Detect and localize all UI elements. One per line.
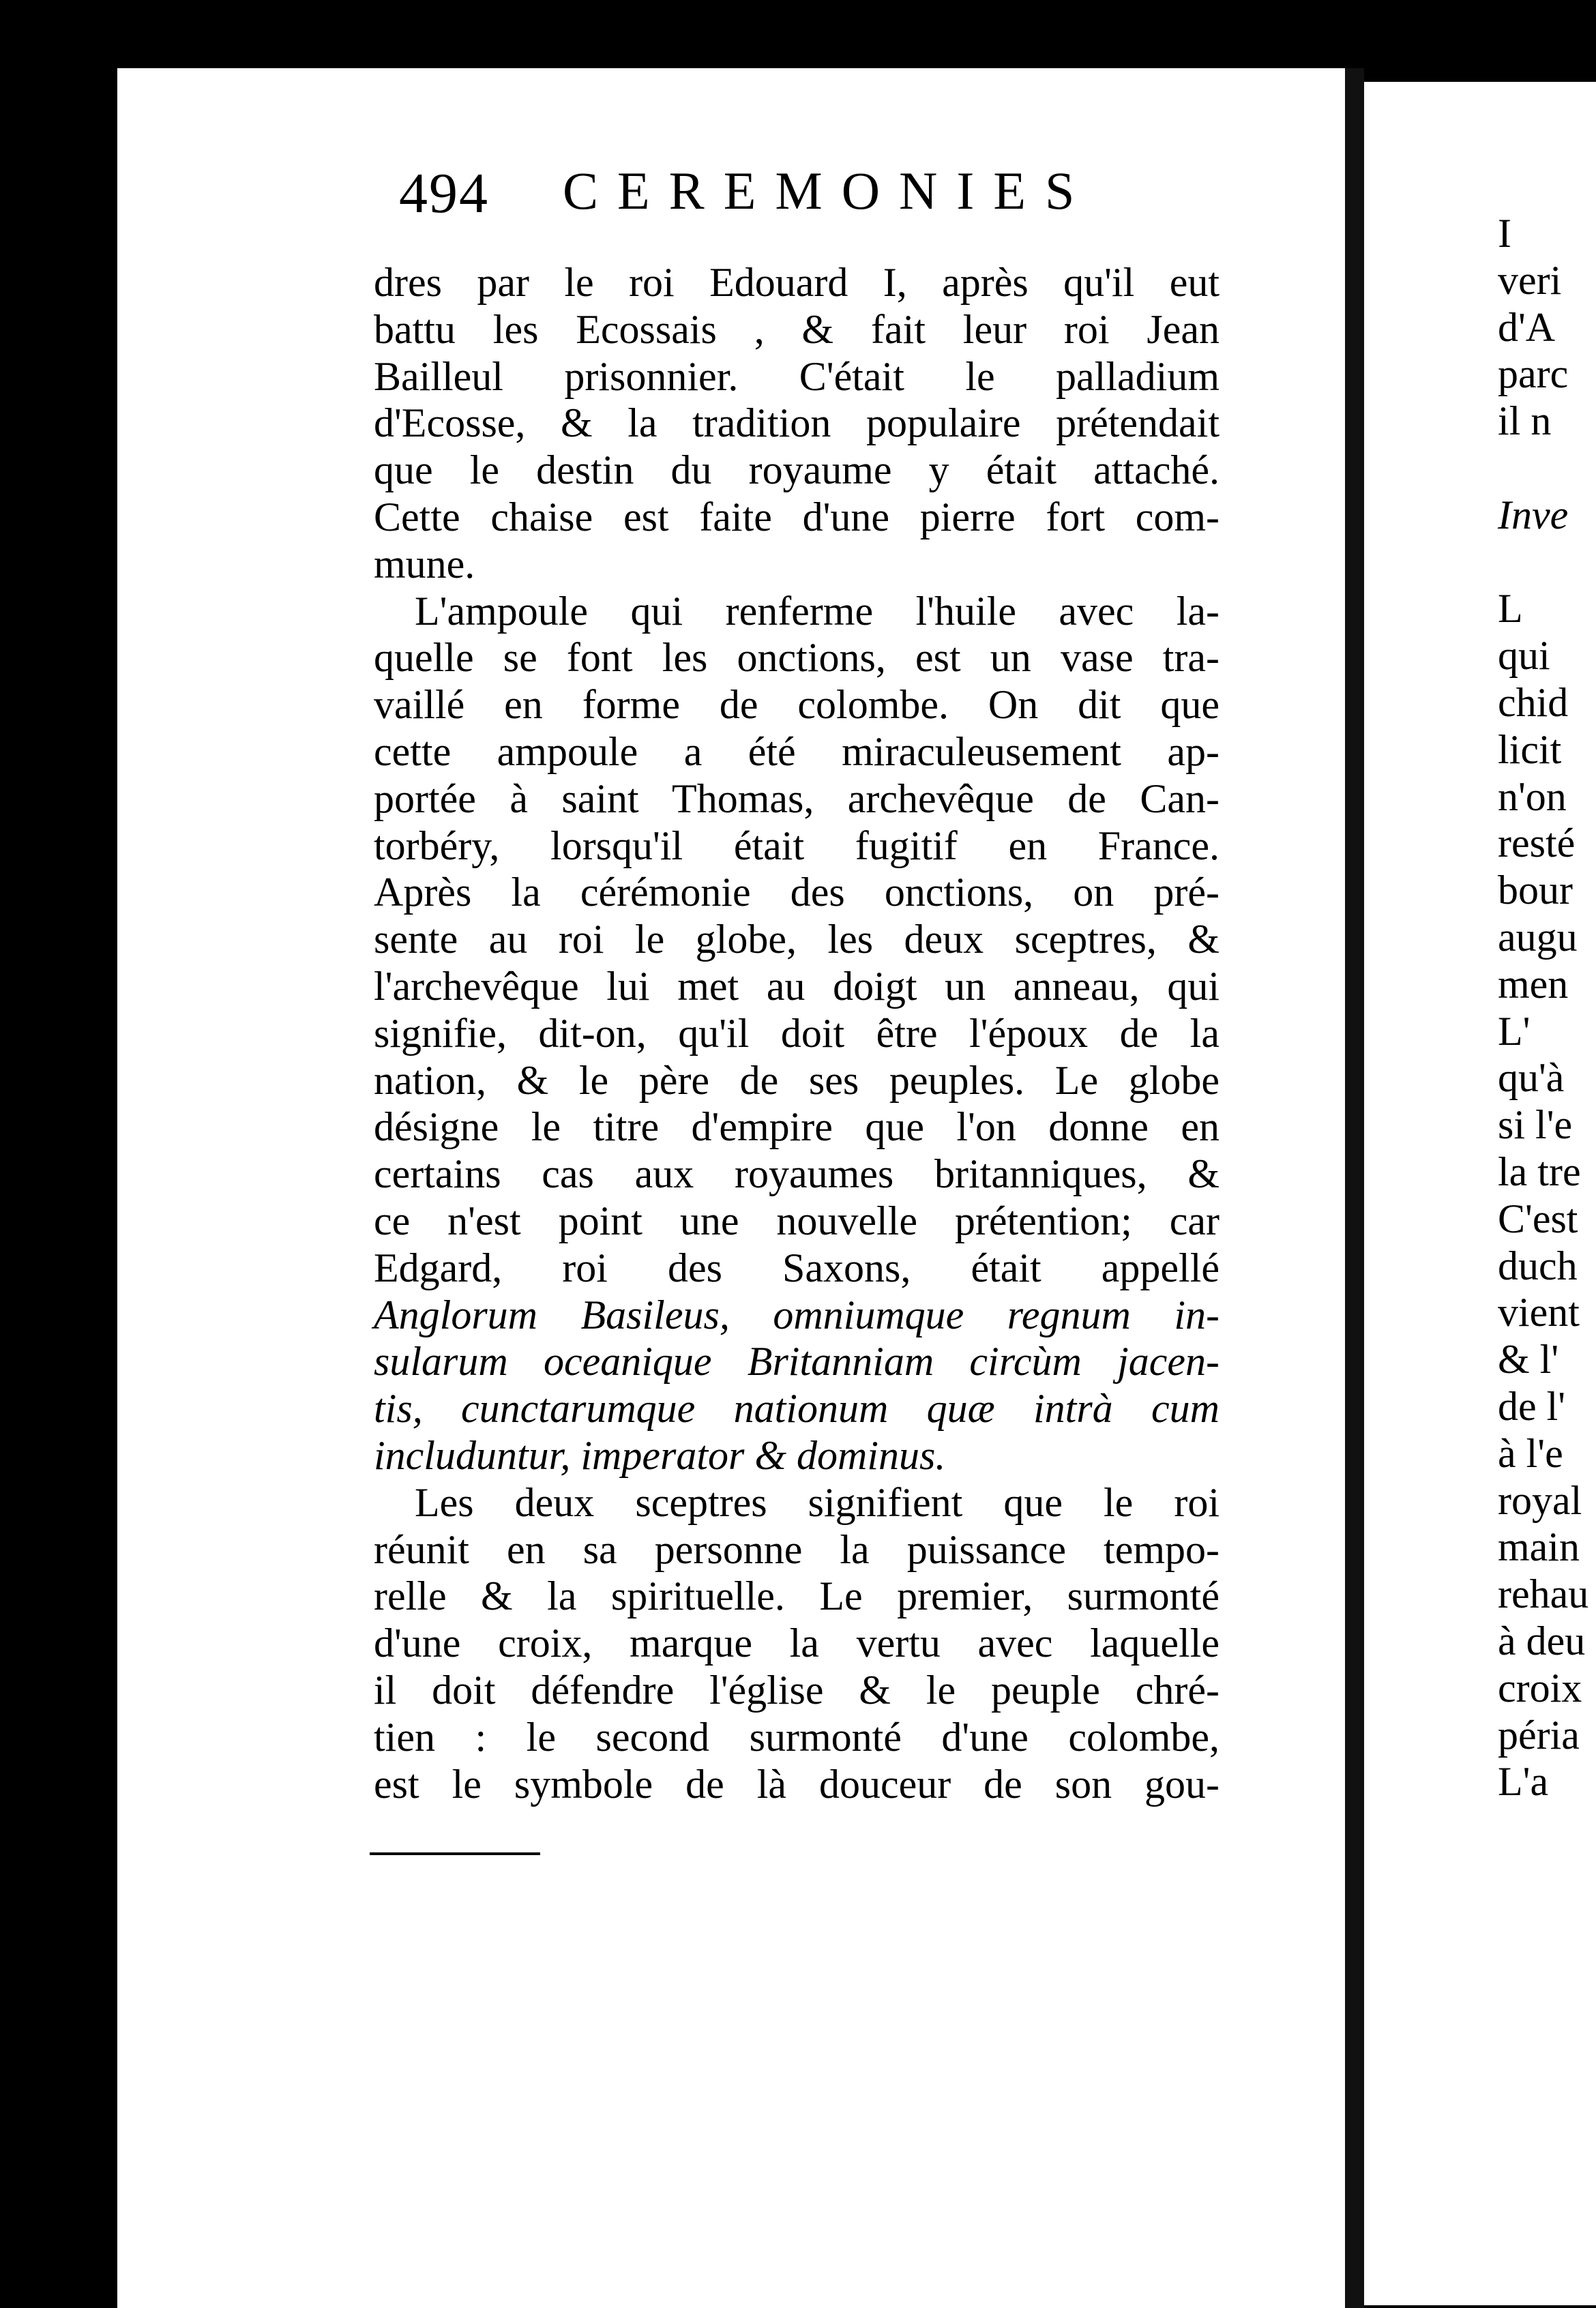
text-line: qui [1498, 633, 1550, 679]
text-line: croix [1498, 1665, 1582, 1711]
text-line: L'a [1498, 1759, 1549, 1805]
text-line: quelle se font les onctions, est un vase tra- [374, 635, 1220, 681]
text-line: royal [1498, 1477, 1582, 1523]
text-line: duch [1498, 1243, 1578, 1288]
text-line: est le symbole de là douceur de son gou- [374, 1761, 1220, 1807]
text-line: à deu [1498, 1618, 1586, 1663]
text-line: Les deux sceptres signifient que le roi [415, 1479, 1220, 1525]
text-line: d'A [1498, 304, 1556, 350]
text-line: parc [1498, 351, 1569, 397]
text-line: Anglorum Basileus, omniumque regnum in- [374, 1292, 1220, 1337]
text-line: torbéry, lorsqu'il était fugitif en France. [374, 823, 1220, 868]
text-line: men [1498, 961, 1569, 1007]
text-line: main [1498, 1524, 1580, 1570]
text-line: augu [1498, 914, 1578, 960]
text-line: includuntur, imperator & dominus. [374, 1432, 946, 1478]
text-line: Inve [1498, 492, 1569, 537]
text-line: licit [1498, 726, 1562, 772]
text-line: Après la cérémonie des onctions, on pré- [374, 870, 1220, 915]
text-line: & l' [1498, 1337, 1559, 1382]
text-line: Bailleul prisonnier. C'était le palladium [374, 353, 1220, 399]
text-line: à l'e [1498, 1430, 1563, 1476]
body-text [374, 259, 1220, 1807]
text-line [1498, 539, 1580, 586]
text-line: C'est [1498, 1196, 1578, 1241]
text-line: de l' [1498, 1383, 1566, 1429]
text-line: ce n'est point une nouvelle prétention; car [374, 1198, 1220, 1243]
text-line: tien : le second surmonté d'une colombe, [374, 1714, 1220, 1760]
text-line: cette ampoule a été miraculeusement ap- [374, 728, 1220, 774]
page-rule [370, 1852, 540, 1855]
book-gutter [1345, 68, 1364, 2308]
text-line: l'archevêque lui met au doigt un anneau, qui [374, 963, 1220, 1009]
page-number: 494 [399, 162, 489, 225]
text-line: sente au roi le globe, les deux sceptres, & [374, 917, 1220, 962]
text-line: péria [1498, 1712, 1580, 1758]
text-line: d'Ecosse, & la tradition populaire prétendait [374, 400, 1220, 446]
text-line: Edgard, roi des Saxons, était appellé [374, 1245, 1220, 1290]
text-line: sularum oceanique Britanniam circùm jacen- [374, 1339, 1220, 1385]
text-line: il n [1498, 398, 1552, 444]
text-line: nation, & le père de ses peuples. Le globe [374, 1057, 1220, 1103]
text-line: veri [1498, 257, 1562, 303]
text-line: tis, cunctarumque nationum quæ intrà cum [374, 1386, 1220, 1432]
text-line: vaillé en forme de colombe. On dit que [374, 682, 1220, 728]
text-line [1498, 445, 1580, 492]
text-line: certains cas aux royaumes britanniques, & [374, 1151, 1220, 1197]
running-title: CEREMONIES [563, 161, 1094, 220]
text-line: qu'à [1498, 1055, 1565, 1101]
text-line: d'une croix, marque la vertu avec laquelle [374, 1621, 1220, 1666]
text-line: Cette chaise est faite d'une pierre fort com- [374, 494, 1220, 539]
text-line: bour [1498, 868, 1573, 913]
text-line: L' [1498, 1008, 1531, 1054]
text-line: battu les Ecossais , & fait leur roi Jean [374, 306, 1220, 352]
page-header [399, 140, 1163, 263]
text-line: rehau [1498, 1571, 1589, 1617]
right-page-text [1498, 210, 1589, 1805]
text-line: resté [1498, 820, 1576, 866]
text-line: relle & la spirituelle. Le premier, surmonté [374, 1573, 1220, 1619]
text-line: n'on [1498, 773, 1567, 819]
text-line: mune. [374, 541, 475, 587]
text-line: il doit défendre l'église & le peuple chré- [374, 1667, 1220, 1713]
text-line: chid [1498, 679, 1569, 725]
text-line: signifie, dit-on, qu'il doit être l'époux de la [374, 1010, 1220, 1056]
text-line: si l'e [1498, 1102, 1573, 1148]
text-line: que le destin du royaume y était attaché. [374, 447, 1220, 493]
text-line: L [1498, 586, 1523, 632]
text-line: dres par le roi Edouard I, après qu'il eut [374, 260, 1220, 305]
text-line: la tre [1498, 1149, 1581, 1194]
text-line: désigne le titre d'empire que l'on donne en [374, 1104, 1220, 1150]
text-line: vient [1498, 1290, 1580, 1335]
text-line: réunit en sa personne la puissance tempo- [374, 1526, 1220, 1572]
text-line: I [1498, 211, 1511, 256]
text-line: portée à saint Thomas, archevêque de Can- [374, 775, 1220, 821]
text-line: L'ampoule qui renferme l'huile avec la- [415, 588, 1220, 634]
